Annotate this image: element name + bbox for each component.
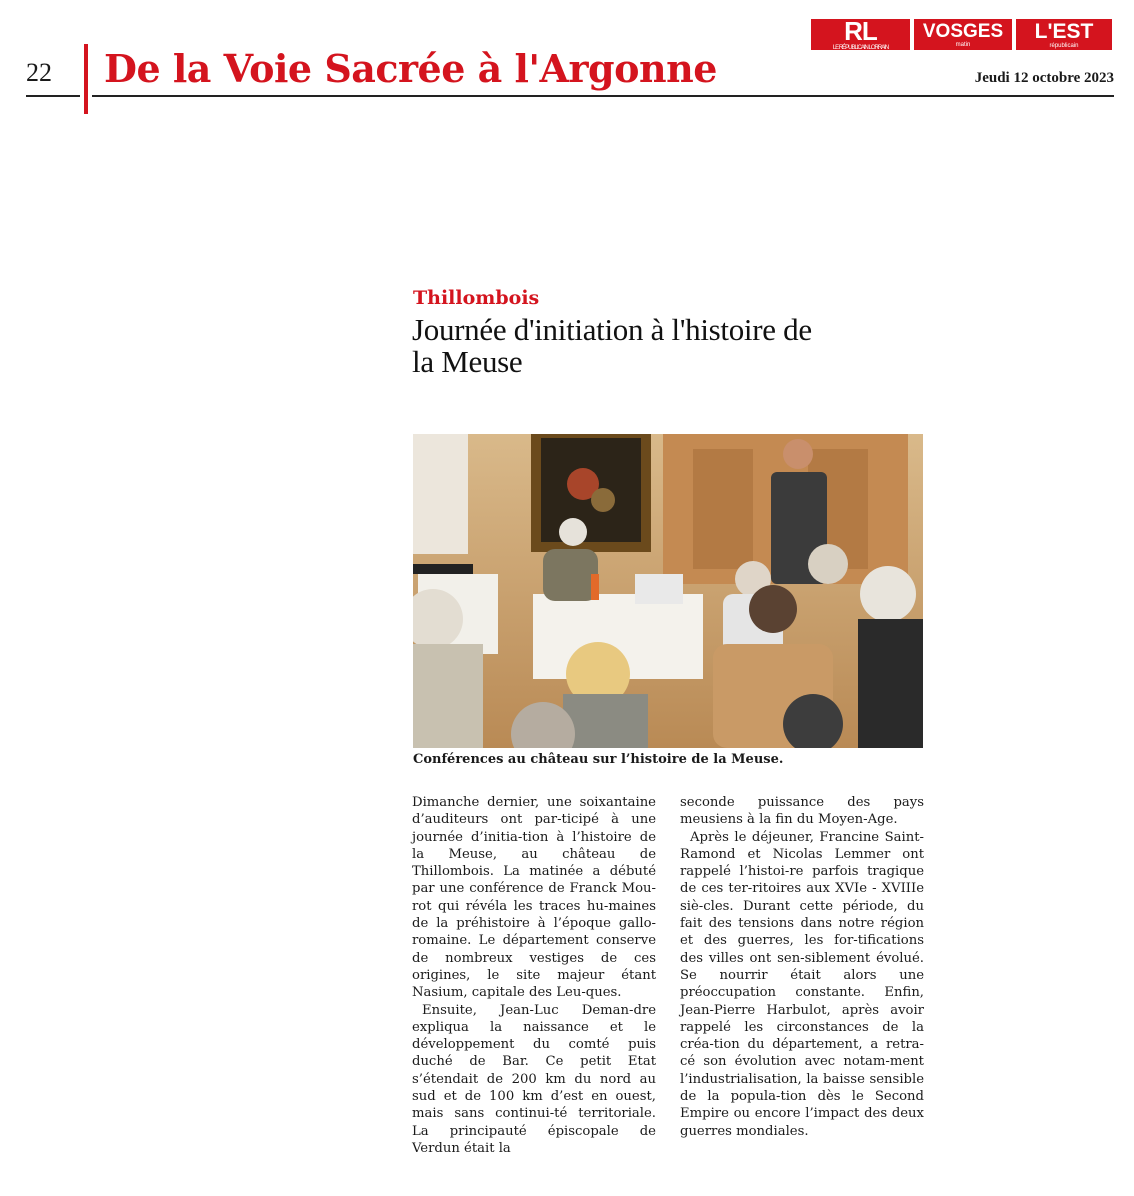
paragraph: seconde puissance des pays meusiens à la fin du Moyen-Age. bbox=[680, 795, 924, 828]
paragraph: Ensuite, Jean-Luc Deman-dre expliqua la naissance et le développement du comté puis duché de Bar. Ce petit Etat s’étendait de 200 km du nord au sud et de 100 km d’est en ouest, mais sans continui-té territoriale. La principauté épiscopale de Verdun était la bbox=[412, 1002, 656, 1156]
paragraph: Dimanche dernier, une soixantaine d’auditeurs ont par-ticipé à une journée d’initia-tion à l’histoire de la Meuse, au château de Thillombois. La matinée a débuté par une conférence de Franck Mou-rot qui révéla les traces hu-maines de la préhistoire à l’époque gallo-romaine. Le département conserve de nombreux vestiges de ces origines, le site majeur étant Nasium, capitale des Leu-ques. bbox=[412, 795, 656, 1001]
article-column-1 bbox=[412, 794, 656, 1157]
header-rule bbox=[92, 95, 1114, 97]
paragraph: Après le déjeuner, Francine Saint-Ramond et Nicolas Lemmer ont rappelé l’histoi-re parfois tragique de ces ter-ritoires aux XVIe - XVIIIe siè-cles. Durant cette période, du fait des tensions dans notre région et des guerres, les for-tifications des villes ont sen-siblement évolué. Se nourrir était alors une préoccupation constante. Enfin, Jean-Pierre Harbulot, après avoir rappelé les circonstances de la créa-tion du département, a retra-cé son évolution avec notam-ment l’industrialisation, la baisse sensible de la popula-tion dès le Second Empire ou encore l’impact des deux guerres mondiales. bbox=[680, 829, 924, 1139]
issue-date: Jeudi 12 octobre 2023 bbox=[974, 70, 1114, 86]
est-republicain-logo bbox=[1016, 19, 1112, 50]
vosges-matin-logo bbox=[914, 19, 1012, 50]
article-kicker: Thillombois bbox=[413, 287, 540, 309]
rl-logo bbox=[811, 16, 910, 51]
est-logo-text: L'EST bbox=[1034, 19, 1094, 43]
vosges-logo-tagline: matin bbox=[955, 41, 971, 48]
est-logo-tagline: républicain bbox=[1049, 42, 1079, 49]
header-rule-left bbox=[26, 95, 80, 97]
publication-logos bbox=[811, 16, 1112, 51]
rl-logo-text: RL bbox=[844, 16, 877, 46]
article-column-2 bbox=[680, 794, 924, 1140]
section-title: De la Voie Sacrée à l'Argonne bbox=[104, 46, 717, 91]
vosges-logo-text: VOSGES bbox=[922, 20, 1004, 42]
page-number: 22 bbox=[26, 58, 52, 87]
rl-logo-tagline: LE RÉPUBLICAIN LORRAIN bbox=[832, 45, 889, 51]
article-headline: Journée d'initiation à l'histoire de la Meuse bbox=[412, 312, 812, 379]
conference-photo-illustration bbox=[413, 434, 923, 748]
photo-caption: Conférences au château sur l’histoire de la Meuse. bbox=[413, 752, 784, 767]
article-photo bbox=[413, 434, 923, 748]
header-accent-bar bbox=[84, 44, 88, 114]
